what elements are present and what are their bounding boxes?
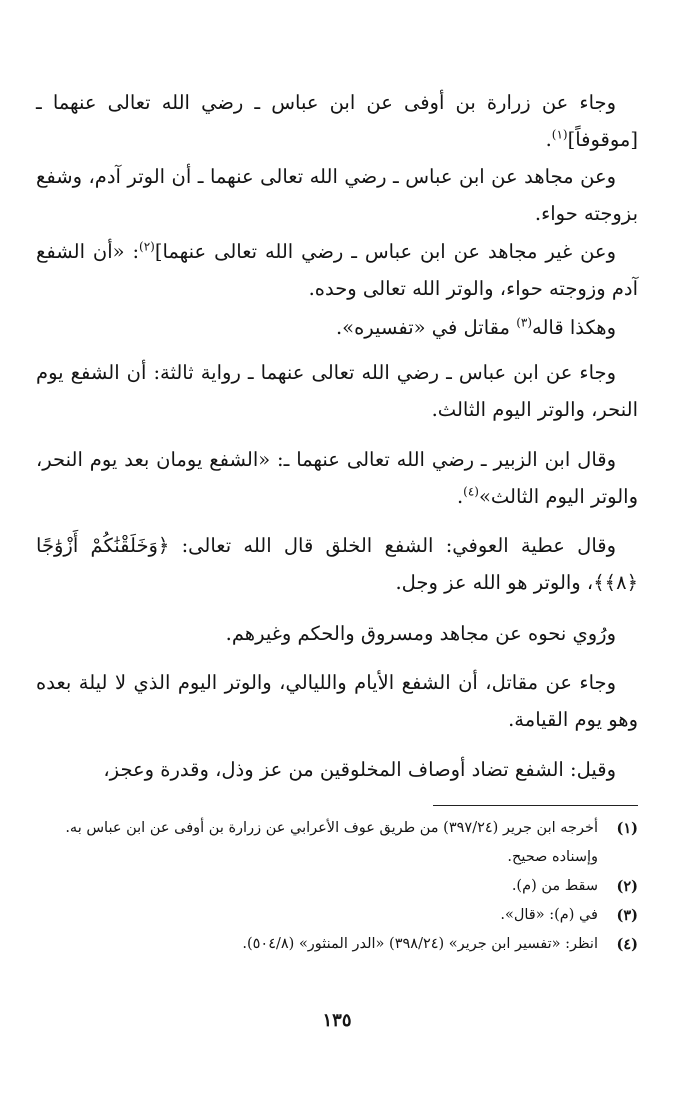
paragraph-10: وقيل: الشفع تضاد أوصاف المخلوقين من عز وذل، وقدرة وعجز، xyxy=(103,758,616,781)
footnote-text: وإسناده صحيح. xyxy=(507,849,598,865)
paragraph-4: وهكذا قاله$^{(٣)}$ مقاتل في «تفسيره». xyxy=(335,315,616,339)
footnote-3 xyxy=(36,901,638,930)
paragraph-3: وعن غير مجاهد عن ابن عباس ـ رضي الله تعالى عنهما]$^{(٢)}$: «أن الشفع آدم وزوجته حواء، والوتر الله تعالى وحده. xyxy=(36,239,638,300)
footnote-text: انظر: «تفسير ابن جرير» (٣٩٨/٢٤) «الدر المنثور» (٥٠٤/٨). xyxy=(242,936,598,952)
footnote-ref-4[interactable]: (٤) xyxy=(463,484,479,499)
paragraph-1: وجاء عن زرارة بن أوفى عن ابن عباس ـ رضي الله تعالى عنهما ـ [موقوفاً]$^{(١)}$. xyxy=(36,91,638,151)
footnote-4 xyxy=(36,930,638,959)
footnote-separator xyxy=(433,805,638,806)
paragraph-5: وجاء عن ابن عباس ـ رضي الله تعالى عنهما ـ رواية ثالثة: أن الشفع يوم النحر، والوتر اليوم الثالث. xyxy=(36,361,638,421)
footnote-text: سقط من (م). xyxy=(511,878,598,894)
paragraph-8: ورُوي نحوه عن مجاهد ومسروق والحكم وغيرهم. xyxy=(225,622,616,645)
footnote-ref-3[interactable]: (٣) xyxy=(516,315,533,330)
footnote-number: (٢) xyxy=(616,878,638,895)
page-number: ١٣٥ xyxy=(322,1010,352,1031)
paragraph-6: وقال ابن الزبير ـ رضي الله تعالى عنهما ـ: «الشفع يومان بعد يوم النحر، والوتر اليوم الثالث»$^{(٤)}$. xyxy=(36,448,638,508)
footnote-number: (٤) xyxy=(616,936,638,953)
footnote-1 xyxy=(36,814,638,843)
paragraph-9: وجاء عن مقاتل، أن الشفع الأيام والليالي، والوتر اليوم الذي لا ليلة بعده وهو يوم القيامة. xyxy=(36,671,638,731)
footnote-number: (١) xyxy=(616,820,638,837)
footnotes xyxy=(36,814,638,959)
book-page xyxy=(36,0,638,1101)
footnote-ref-2[interactable]: (٢) xyxy=(139,239,155,254)
footnote-text: في (م): «قال». xyxy=(500,907,598,923)
paragraph-7: وقال عطية العوفي: الشفع الخلق قال الله تعالى: ﴿وَخَلَقْنَٰكُمْ أَزْوَٰجًا ﴿٨﴾﴾، والوتر هو الله عز وجل. xyxy=(36,534,638,594)
paragraph-2: وعن مجاهد عن ابن عباس ـ رضي الله تعالى عنهما ـ أن الوتر آدم، وشفع بزوجته حواء. xyxy=(36,165,638,225)
footnote-1-continuation xyxy=(36,843,638,872)
footnote-text: أخرجه ابن جرير (٣٩٧/٢٤) من طريق عوف الأعرابي عن زرارة بن أوفى عن ابن عباس به. xyxy=(65,820,598,836)
footnote-number: (٣) xyxy=(616,907,638,924)
footnote-ref-1[interactable]: (١) xyxy=(551,127,568,142)
footnote-2 xyxy=(36,872,638,901)
